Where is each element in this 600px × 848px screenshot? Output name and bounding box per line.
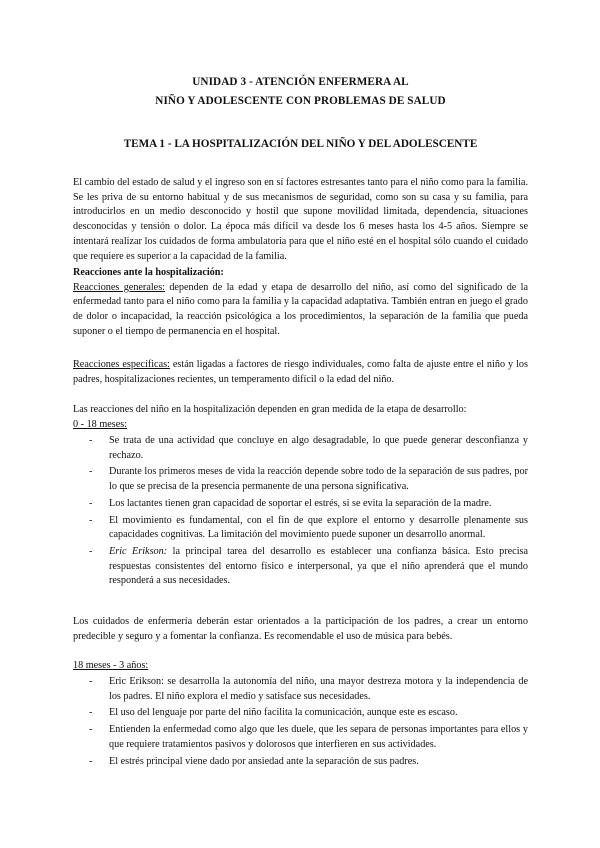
specific-reactions-text: están ligadas a factores de riesgo individuales, como falta de ajuste entre el niño y los padres, hospitalizaciones recientes, un temperamento difícil o la edad del niño.: [73, 359, 528, 385]
care-paragraph: Los cuidados de enfermería deberán estar orientados a la participación de los padres, a crear un entorno predecible y seguro y a fomentar la confianza. Es recomendable el uso de música para bebés.: [73, 616, 528, 642]
list-item: - El estrés principal viene dado por ansiedad ante la separación de sus padres.: [89, 755, 419, 767]
reactions-section: [73, 266, 528, 340]
list-item: - Entienden la enfermedad como algo que les duele, que les separa de personas importantes para ellos y que requiere tratamientos pasivos y dolorosos que interfieren en sus actividades.: [89, 724, 528, 750]
unit-title-line-2: NIÑO Y ADOLESCENTE CON PROBLEMAS DE SALUD: [155, 95, 446, 107]
erikson-name: Eric Erikson:: [109, 545, 168, 557]
list-item: - Se trata de una actividad que concluye en algo desagradable, lo que puede generar desconfianza y rechazo.: [89, 435, 528, 461]
reactions-heading: Reacciones ante la hospitalización:: [73, 267, 224, 278]
topic-title: TEMA 1 - LA HOSPITALIZACIÓN DEL NIÑO Y DEL ADOLESCENTE: [123, 138, 478, 150]
list-item: - Durante los primeros meses de vida la reacción depende sobre todo de la separación de sus padres, por lo que se precisa de la presencia permanente de una persona significativa.: [89, 466, 528, 493]
list-item: - Los lactantes tienen gran capacidad de soportar el estrés, si se evita la separación de la madre.: [89, 497, 492, 509]
specific-reactions-label: Reacciones específicas:: [73, 359, 170, 370]
stage1-list: [73, 434, 528, 589]
unit-title-line-1: UNIDAD 3 - ATENCIÓN ENFERMERA AL: [192, 76, 409, 88]
stages-intro: Las reacciones del niño en la hospitalización dependen en gran medida de la etapa de desarrollo:: [73, 404, 467, 415]
stage2-list: [73, 675, 528, 769]
specific-reactions-paragraph: [73, 358, 528, 387]
intro-paragraph: El cambio del estado de salud y el ingreso son en sí factores estresantes tanto para el niño como para la familia. Se les priva de su entorno habitual y de sus mecanismos de seguridad, como son su casa y su familia, para introducirlos en un medio desconocido y hostil que supone movilidad limitada, dependencia, situaciones desconocidas y tensión o dolor. La época más difícil va desde los 6 meses hasta los 4-5 años. Siempre se intentará realizar los cuidados de forma ambulatoria para que el niño esté en el hospital sólo cuando el cuidado que requiere es superior a la capacidad de la familia.: [73, 177, 528, 262]
list-item: - El uso del lenguaje por parte del niño facilita la comunicación, aunque este es escaso.: [89, 707, 458, 719]
list-item: - El movimiento es fundamental, con el fin de que explore el entorno y desarrolle plenamente sus capacidades cognitivas. La limitación del movimiento puede suponer un desarrollo anormal.: [89, 514, 528, 541]
list-item: - Eric Erikson: la principal tarea del desarrollo es establecer una confianza básica. Esto precisa respuestas consistentes del entorno físico e interpersonal, ya que el niño aprenderá que el mundo responderá a sus necesidades.: [89, 545, 529, 587]
general-reactions-label: Reacciones generales:: [73, 281, 165, 293]
list-item: - Eric Erikson: se desarrolla la autonomía del niño, una mayor destreza motora y la independencia de los padres. El niño explora el medio y satisface sus necesidades.: [89, 676, 528, 702]
stage1-label: 0 - 18 meses:: [73, 419, 128, 430]
general-reactions-paragraph: [73, 281, 528, 340]
stage2-label: 18 meses - 3 años:: [73, 660, 149, 671]
general-reactions-text: dependen de la edad y etapa de desarrollo del niño, así como del significado de la enfermedad tanto para el niño como para la familia y la capacidad adaptativa. También entran en juego el grado de dolor o incapacidad, la reacción psicológica a los procedimientos, la separación de la familia que pueda suponer o el tiempo de permanencia en el hospital.: [73, 281, 528, 337]
